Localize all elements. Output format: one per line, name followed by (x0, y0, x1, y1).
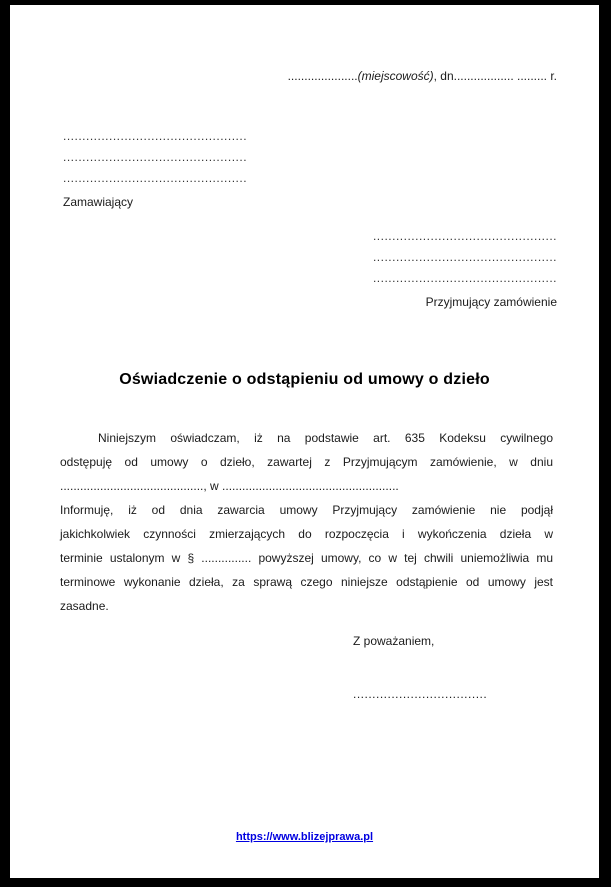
ordering-party-label: Zamawiający (63, 195, 134, 209)
body-line: terminie ustalonym w § ............... powyższej umowy, co w tej chwili uniemożliwia mu (60, 551, 553, 565)
date-place-line (288, 69, 557, 83)
salutation: Z poważaniem, (353, 634, 435, 648)
footer (10, 827, 599, 845)
fill-in-line: ................................................ (63, 150, 248, 164)
body-line: Informuję, iż od dnia zawarcia umowy Przyjmujący zamówienie nie podjął (60, 503, 553, 517)
place-dots: ..................... (287, 69, 358, 83)
contractor-party-block (373, 226, 557, 310)
fill-in-line: ................................................ (372, 229, 557, 243)
body-line: jakichkolwiek czynności zmierzających do rozpoczęcia i wykończenia dzieła w (60, 527, 553, 541)
contractor-party-label: Przyjmujący zamówienie (425, 295, 557, 309)
fill-in-line: ................................................ (372, 271, 557, 285)
footer-link[interactable]: https://www.blizejprawa.pl (235, 831, 374, 843)
body-line: odstępuję od umowy o dzieło, zawartej z Przyjmującym zamówienie, w dniu (60, 455, 553, 469)
signature-line: ................................... (353, 687, 488, 701)
body-paragraph (60, 426, 553, 618)
ordering-party-block (63, 126, 247, 210)
fill-in-line: ................................................ (372, 250, 557, 264)
body-line-fill-in: ..........................................., w ..................................................... (60, 479, 399, 493)
date-dots: , dn.................. ......... r. (433, 69, 557, 83)
body-line: Niniejszym oświadczam, iż na podstawie art. 635 Kodeksu cywilnego (98, 431, 553, 445)
body-line: zasadne. (60, 599, 109, 613)
place-label: (miejscowość) (357, 69, 434, 83)
body-line: terminowe wykonanie dzieła, za sprawą czego niniejsze odstąpienie od umowy jest (60, 575, 553, 589)
document-title: Oświadczenie o odstąpieniu od umowy o dzieło (119, 371, 490, 388)
fill-in-line: ................................................ (63, 171, 248, 185)
fill-in-line: ................................................ (63, 129, 248, 143)
